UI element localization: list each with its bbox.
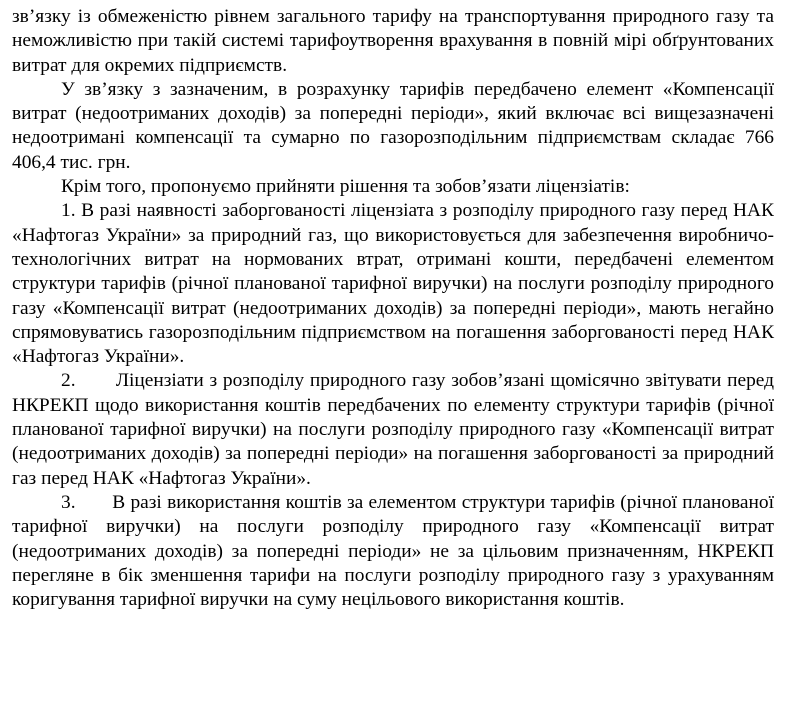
paragraph-item-2: 2. Ліцензіати з розподілу природного газу зобов’язані щомісячно звітувати перед НКРЕКП щодо використання коштів передбачених по елементу структури тарифів (річної планованої тарифної виручки) на послуги розподілу природного газу «Компенсації витрат (недоотриманих доходів) за попередні періоди» на погашення заборгованості за природний газ перед НАК «Нафтогаз України». (12, 370, 774, 489)
paragraph-item-3: 3. В разі використання коштів за елементом структури тарифів (річної планованої тарифної виручки) на послуги розподілу природного газу «Компенсації витрат (недоотриманих доходів) за попередні періоди» не за цільовим призначенням, НКРЕКП перегляне в бік зменшення тарифи на послуги розподілу природного газу з урахуванням коригування тарифної виручки на суму нецільового використання коштів. (12, 491, 774, 611)
paragraph-tariff-compensation: У зв’язку з зазначеним, в розрахунку тарифів передбачено елемент «Компенсації витрат (недоотриманих доходів) за попередні періоди», який включає всі вищезазначені недоотримані компенсації та сумарно по газорозподільним підприємствам складає 766 406,4 тис. грн. (12, 78, 774, 173)
paragraph-proposal-intro: Крім того, пропонуємо прийняти рішення та зобов’язати ліцензіатів: (61, 176, 630, 198)
paragraph-item-1: 1. В разі наявності заборгованості ліцензіата з розподілу природного газу перед НАК «Нафтогаз України» за природний газ, що використовується для забезпечення виробничо-технологічних витрат на нормованих втрат, отримані кошти, передбачені елементом структури тарифів (річної планованої тарифної виручки) на послуги розподілу природного газу «Компенсації витрат (недоотриманих доходів) за попередні періоди», мають негайно спрямовуватись газорозподільним підприємством на погашення заборгованості перед НАК «Нафтогаз України». (12, 200, 774, 368)
paragraph-continuation: зв’язку із обмеженістю рівнем загального тарифу на транспортування природного газу та неможливістю при такій системі тарифоутворення врахування в повній мірі обґрунтованих витрат для окремих підприємств. (12, 6, 774, 76)
